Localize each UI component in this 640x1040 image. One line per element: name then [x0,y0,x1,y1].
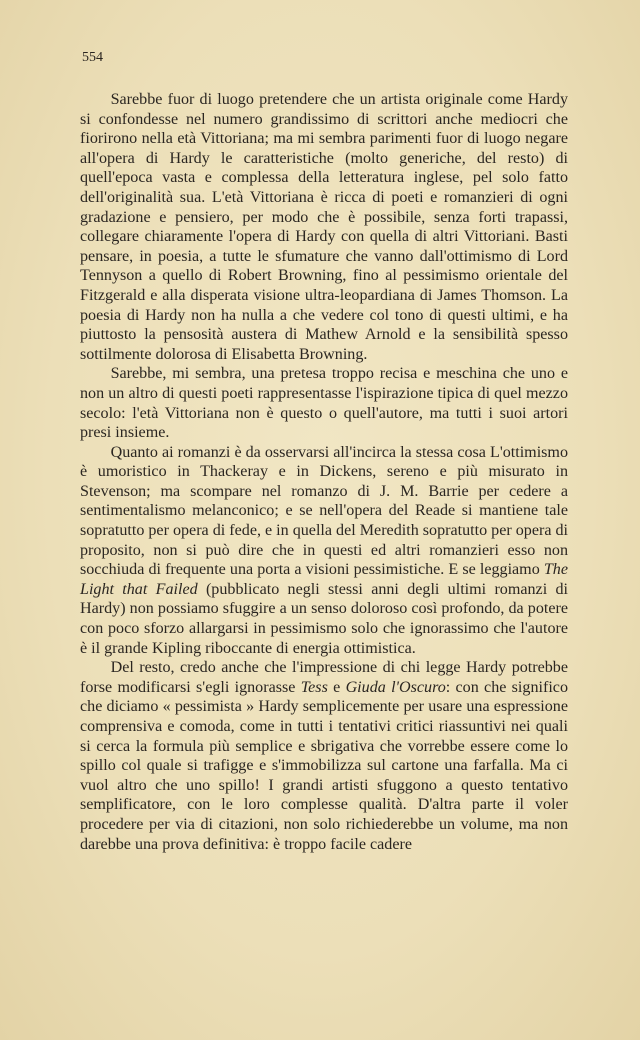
text-segment: Del resto, credo anche che l'impressione di chi legge Hardy potrebbe forse modificarsi s'egli ignorasse [80,659,568,696]
paragraph [80,90,568,364]
page-number: 554 [82,50,103,65]
book-title: Giuda l'Oscuro [345,678,446,696]
text-segment: : con che significo che diciamo « pessimista » Hardy semplicemente per usare una espressione comprensiva e comoda, come in tutti i tentativi critici riassuntivi nei quali si cerca la formula più semplice e sbrigativa che vorrebbe essere come lo spillo col quale si trafigge e s'immobilizza sul cartone una farfalla. Ma ci vuol altro che uno spillo! I grandi artisti sfuggono a questo tentativo semplificatore, con le loro complesse qualità. D'altra parte il voler procedere per via di citazioni, non solo richiederebbe un volume, ma non darebbe una prova definitiva: è troppo facile cadere [80,678,568,853]
text-segment: Sarebbe fuor di luogo pretendere che un artista originale come Hardy si confondesse nel numero grandissimo di scrittori anche mediocri che fiorirono nella età Vittoriana; ma mi sembra parimenti fuor di luogo negare all'opera di Hardy le caratteristiche (molto generiche, del resto) di quell'epoca vasta e complessa della letteratura inglese, pel solo fatto dell'originalità sua. L'età Vittoriana è ricca di poeti e romanzieri di ogni gradazione e pensiero, per modo che è possibile, senza forti trapassi, collegare chiaramente l'opera di Hardy con quella di altri Vittoriani. Basti pensare, in poesia, a tutte le sfumature che vanno dall'ottimismo di Lord Tennyson a quello di Robert Browning, fino al pessimismo orientale del Fitzgerald e alla disperata visione ultra-leopardiana di James Thomson. La poesia di Hardy non ha nulla a che vedere col tono di questi ultimi, e ha piuttosto la pensosità austera di Mathew Arnold e la sensibilità spesso sottilmente dolorosa di Elisabetta Browning. [80,91,568,363]
paragraph [80,443,568,659]
text-segment: Sarebbe, mi sembra, una pretesa troppo recisa e meschina che uno e non un altro di questi poeti rappresentasse l'ispirazione tipica di quel mezzo secolo: l'età Vittoriana non è questo o quell'autore, ma tutti i suoi artori presi insieme. [80,365,568,442]
paragraph [80,658,568,854]
text-segment: (pubblicato negli stessi anni degli ultimi romanzi di Hardy) non possiamo sfuggire a un senso doloroso così profondo, da potere con poco sforzo allargarsi in pessimismo solo che ignorassimo che l'autore è il grande Kipling riboccante di energia ottimistica. [80,580,568,657]
text-segment: e [327,678,346,696]
body-text [80,90,568,854]
book-title: Tess [300,678,328,696]
text-segment: Quanto ai romanzi è da osservarsi all'incirca la stessa cosa L'ottimismo è umoristico in Thackeray e in Dickens, sereno e più misurato in Stevenson; ma scompare nel romanzo di J. M. Barrie per cedere a sentimentalismo melanconico; e se nell'opera del Reade si mantiene tale sopratutto per opera di fede, e in quella del Meredith sopratutto per opera di proposito, non si può dire che in questi ed altri romanzieri esso non socchiuda di frequente una porta a visioni pessimistiche. E se leggiamo [80,443,569,579]
paragraph [80,364,568,442]
book-title: The Light that Failed [80,561,568,598]
